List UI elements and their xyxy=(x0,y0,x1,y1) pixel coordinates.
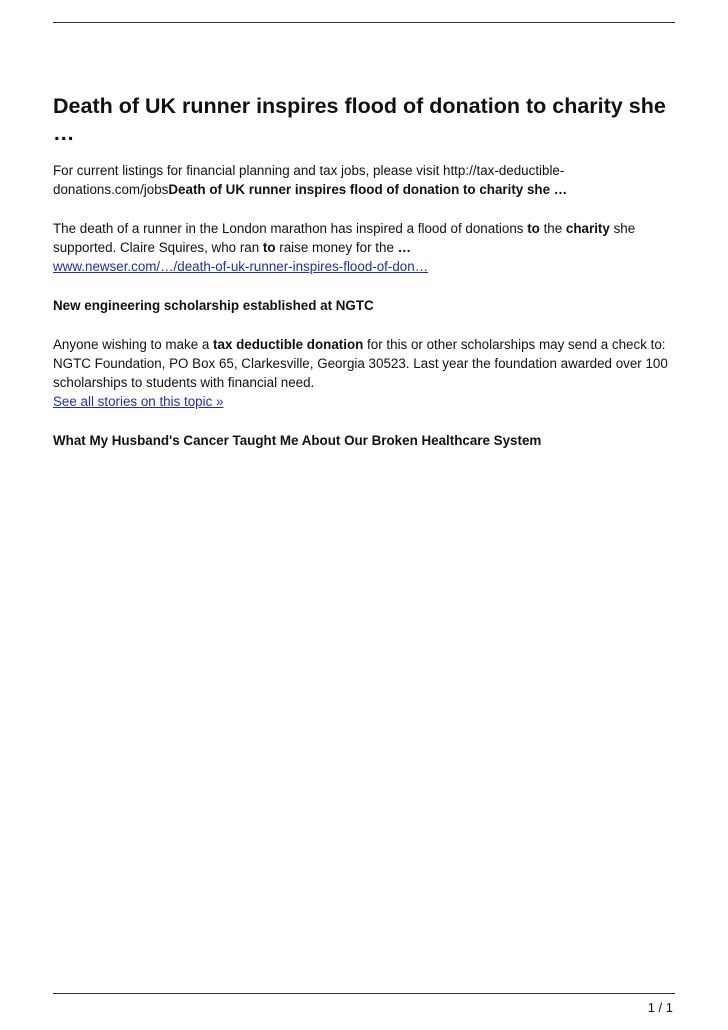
story2-heading: New engineering scholarship established at NGTC xyxy=(53,298,374,313)
story2-paragraph xyxy=(53,335,677,411)
story1-text-1: The death of a runner in the London marathon has inspired a flood of donations xyxy=(53,221,528,236)
intro-paragraph xyxy=(53,161,677,199)
story1-bold-4: … xyxy=(397,240,411,255)
document-body xyxy=(53,93,677,470)
see-all-stories-link[interactable]: See all stories on this topic » xyxy=(53,394,224,409)
intro-bold-title: Death of UK runner inspires flood of donation to charity she … xyxy=(168,182,568,197)
story3-heading: What My Husband's Cancer Taught Me About Our Broken Healthcare System xyxy=(53,433,542,448)
story1-link[interactable]: www.newser.com/…/death-of-uk-runner-inspires-flood-of-don… xyxy=(53,259,429,274)
story1-bold-3: to xyxy=(262,240,276,255)
header-rule xyxy=(53,22,675,23)
story1-text-4: raise money for the xyxy=(275,240,398,255)
footer-rule xyxy=(53,993,675,994)
intro-text: For current listings for financial planning and tax jobs, please visit http://tax-deductible-donations.com/jobs xyxy=(53,163,565,197)
story2-text-2: for this or other scholarships may send a check to: NGTC Foundation, PO Box 65, Clarkesville, Georgia 30523. Last year the foundation awarded over 100 scholarships to students with financial need. xyxy=(53,337,668,390)
page-title: Death of UK runner inspires flood of donation to charity she … xyxy=(53,94,666,145)
story1-text-3: she supported. Claire Squires, who ran xyxy=(53,221,636,255)
page-number: 1 / 1 xyxy=(647,1000,673,1015)
story2-bold-1: tax deductible donation xyxy=(213,337,364,352)
story1-bold-2: charity xyxy=(565,221,610,236)
story1-paragraph xyxy=(53,219,677,276)
story2-text-1: Anyone wishing to make a xyxy=(53,337,214,352)
story1-bold-1: to xyxy=(527,221,540,236)
story1-text-2: the xyxy=(539,221,566,236)
